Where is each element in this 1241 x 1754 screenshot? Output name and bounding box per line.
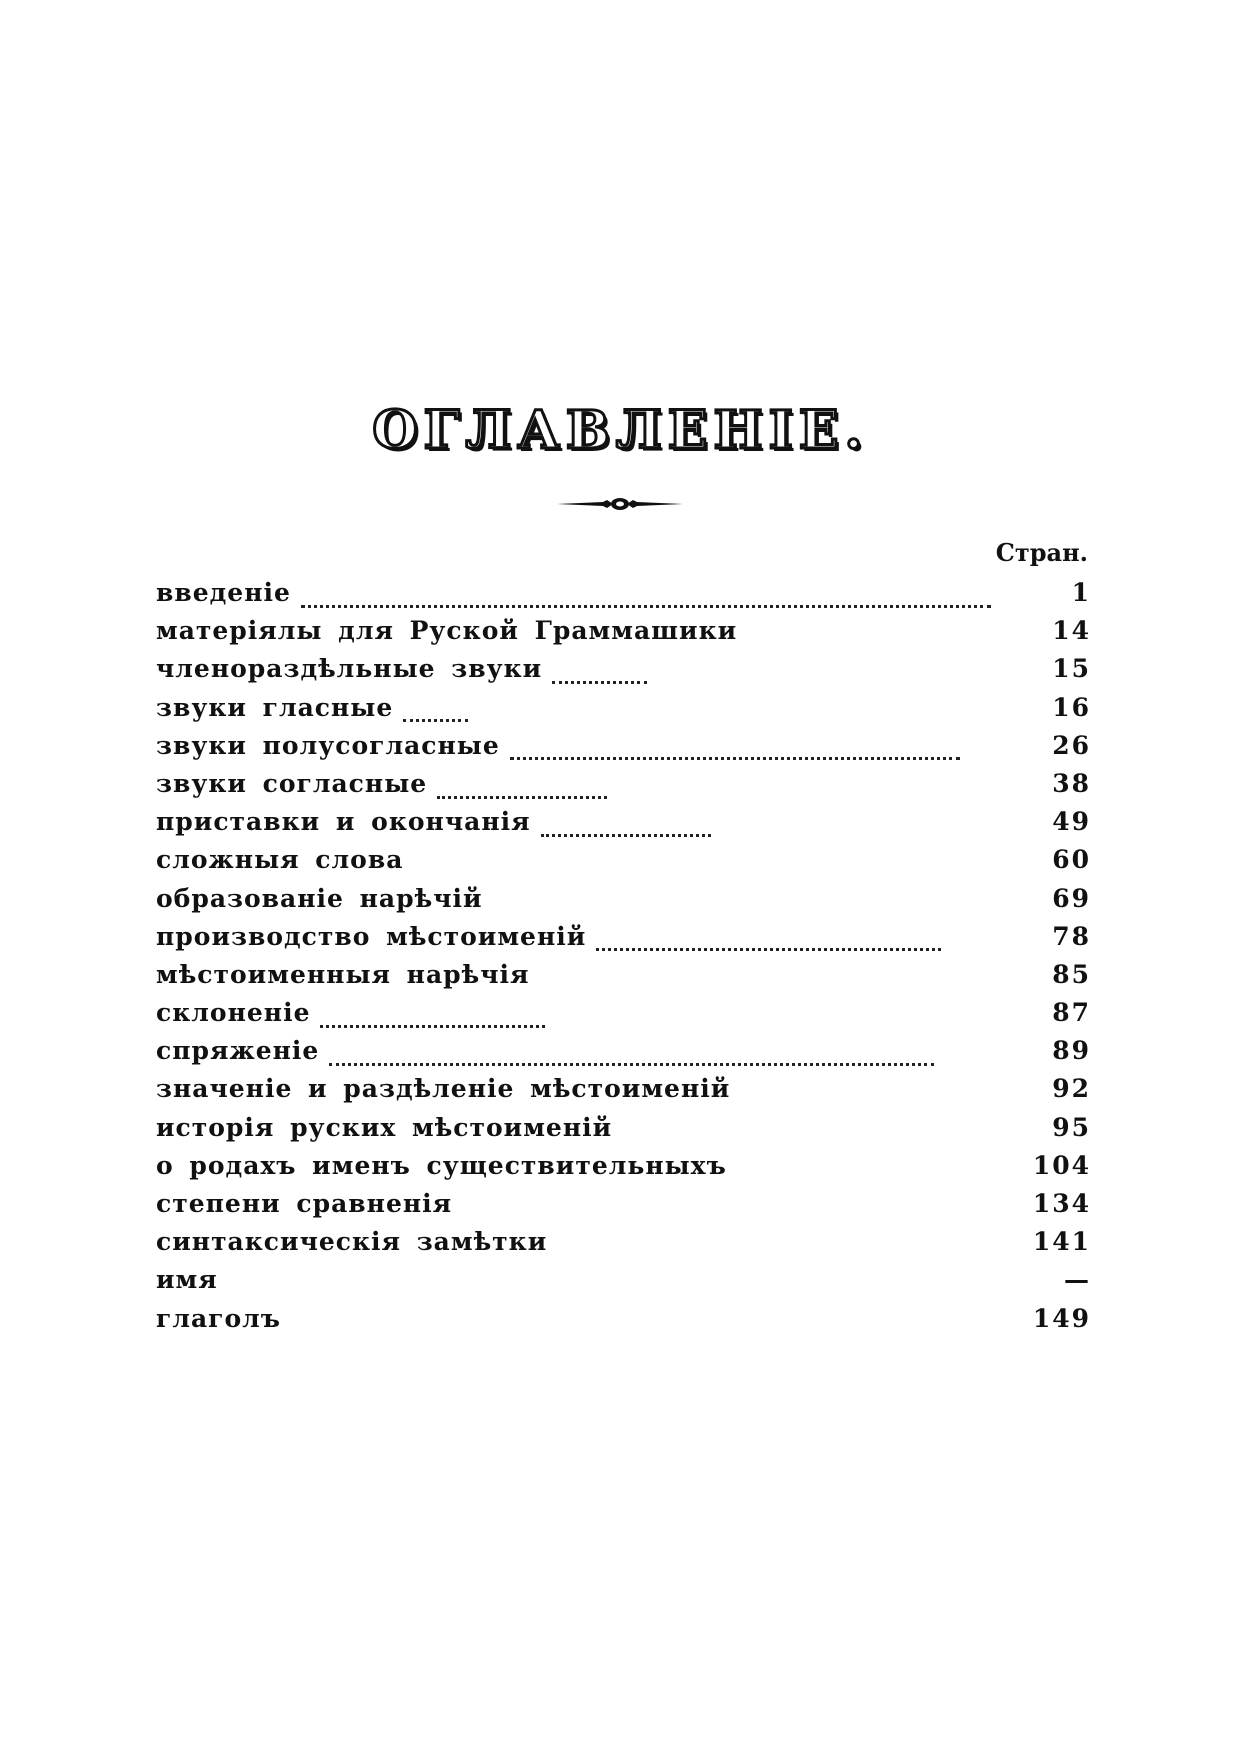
- toc-entry-title: глаголъ: [156, 1303, 281, 1333]
- toc-entry-page-number: 85: [1052, 959, 1091, 989]
- toc-entry-title: степени сравненія: [156, 1189, 453, 1218]
- toc-entry-page-number: 78: [1052, 921, 1091, 951]
- toc-entry: [156, 1189, 1091, 1227]
- toc-entry: [156, 693, 1091, 731]
- toc-entry-title: синтаксическія замѣтки: [156, 1227, 548, 1257]
- ornament-divider: [555, 492, 685, 516]
- toc-entry-page-number: 87: [1052, 998, 1091, 1028]
- toc-entry-page-number: 92: [1052, 1074, 1091, 1104]
- toc-entry: [156, 922, 1091, 960]
- toc-entry: [156, 1151, 1091, 1189]
- toc-entry-page-number: 14: [1052, 616, 1091, 646]
- toc-entry-page-number: 69: [1052, 883, 1091, 913]
- toc-leader-dots: [552, 681, 647, 684]
- toc-entry: [156, 1036, 1091, 1074]
- toc-entry-title: образованіе нарѣчій: [156, 883, 483, 913]
- table-of-contents: [156, 578, 1091, 1342]
- toc-entry-title: членораздѣльные звуки: [156, 654, 543, 684]
- toc-entry-title: мѣстоименныя нарѣчія: [156, 959, 530, 989]
- toc-entry-title: склоненіе: [156, 998, 311, 1028]
- toc-entry-title: производство мѣстоименій: [156, 921, 587, 951]
- toc-entry-page-number: 16: [1052, 692, 1091, 722]
- toc-entry: [156, 1074, 1091, 1112]
- toc-entry: [156, 1304, 1091, 1342]
- toc-entry-page-number: 1: [1071, 578, 1091, 607]
- toc-leader-dots: [329, 1063, 934, 1066]
- toc-entry: [156, 1113, 1091, 1151]
- toc-entry-page-number: —: [1064, 1265, 1091, 1295]
- toc-entry: [156, 845, 1091, 883]
- toc-entry: [156, 998, 1091, 1036]
- toc-entry: [156, 654, 1091, 692]
- toc-entry: [156, 578, 1091, 616]
- page-title: ОГЛАВЛЕНІЕ.: [372, 400, 869, 461]
- toc-entry-title: матеріялы для Руской Граммашики: [156, 616, 738, 646]
- toc-entry-page-number: 38: [1052, 768, 1091, 798]
- toc-entry: [156, 807, 1091, 845]
- toc-entry-title: звуки согласные: [156, 768, 428, 798]
- toc-entry-page-number: 26: [1052, 730, 1091, 760]
- toc-entry-page-number: 60: [1052, 845, 1091, 875]
- toc-entry: [156, 731, 1091, 769]
- toc-entry: [156, 884, 1091, 922]
- toc-leader-dots: [596, 948, 941, 951]
- toc-entry-page-number: 134: [1032, 1189, 1091, 1218]
- toc-leader-dots: [510, 757, 960, 760]
- toc-entry-title: звуки полусогласные: [156, 730, 500, 760]
- toc-entry-title: спряженіе: [156, 1036, 320, 1066]
- toc-leader-dots: [320, 1025, 545, 1028]
- toc-entry: [156, 960, 1091, 998]
- toc-entry: [156, 1265, 1091, 1303]
- toc-entry-page-number: 104: [1032, 1150, 1091, 1180]
- toc-entry-page-number: 149: [1032, 1303, 1091, 1333]
- toc-entry: [156, 1227, 1091, 1265]
- toc-entry-page-number: 89: [1052, 1036, 1091, 1066]
- toc-entry-page-number: 95: [1052, 1112, 1091, 1142]
- toc-entry-title: о родахъ именъ существительныхъ: [156, 1150, 727, 1180]
- toc-entry-page-number: 15: [1052, 654, 1091, 684]
- toc-entry-title: сложныя слова: [156, 845, 404, 875]
- toc-leader-dots: [437, 796, 607, 799]
- toc-entry-title: имя: [156, 1265, 218, 1295]
- toc-leader-dots: [541, 834, 711, 837]
- toc-entry-page-number: 49: [1052, 807, 1091, 837]
- toc-entry-title: звуки гласные: [156, 692, 394, 722]
- toc-entry-page-number: 141: [1032, 1227, 1091, 1257]
- toc-entry: [156, 769, 1091, 807]
- toc-entry-title: введеніе: [156, 578, 291, 607]
- toc-entry-title: приставки и окончанія: [156, 807, 531, 837]
- page-column-header: Стран.: [995, 538, 1088, 567]
- toc-entry: [156, 616, 1091, 654]
- toc-entry-title: значеніе и раздѣленіе мѣстоименій: [156, 1074, 731, 1104]
- toc-entry-title: исторія руских мѣстоименій: [156, 1112, 613, 1142]
- toc-leader-dots: [301, 605, 991, 608]
- toc-leader-dots: [403, 719, 468, 722]
